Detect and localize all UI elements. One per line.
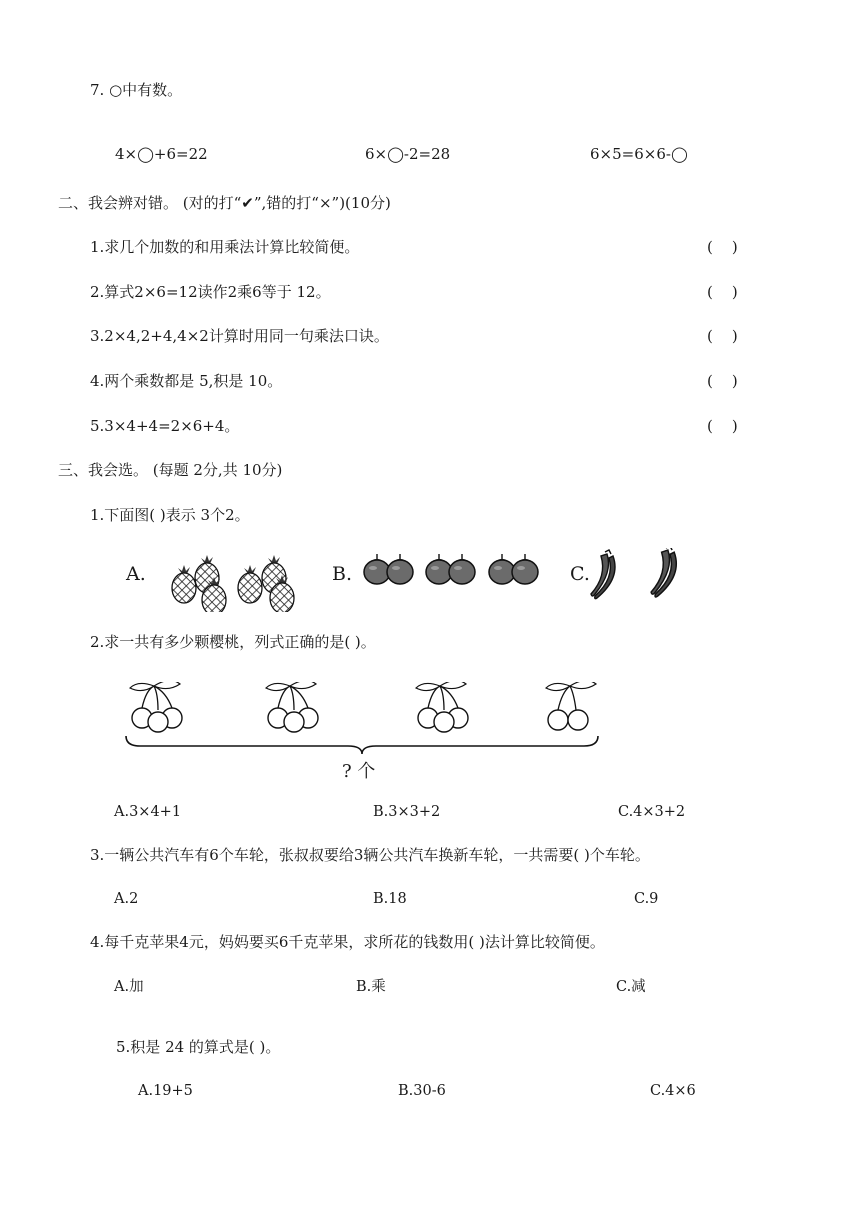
answer-paren-2[interactable]: ( ) — [707, 283, 738, 301]
q5-option-a[interactable]: A.19+5 — [138, 1083, 193, 1099]
q2-option-c[interactable]: C.4×3+2 — [618, 804, 686, 820]
answer-paren-4[interactable]: ( ) — [707, 372, 738, 390]
q2-option-a[interactable]: A.3×4+1 — [114, 804, 182, 820]
q5-option-c[interactable]: C.4×6 — [650, 1083, 696, 1099]
question-7-title: 7. ○中有数。 — [90, 81, 183, 99]
judge-item-5: 5.3×4+4=2×6+4。 — [90, 417, 240, 435]
q4-option-b[interactable]: B.乘 — [356, 979, 386, 995]
option-a-label: A. — [126, 563, 146, 585]
section-2-header: 二、我会辨对错。 (对的打“✔”,错的打“×”)(10分) — [58, 194, 391, 212]
answer-paren-3[interactable]: ( ) — [707, 327, 738, 345]
equation-1: 4×◯+6=22 — [115, 145, 208, 163]
pineapples-image — [160, 548, 310, 612]
brace-label: ? 个 — [342, 761, 376, 782]
option-b-label: B. — [332, 563, 353, 585]
section-3-header: 三、我会选。 (每题 2分,共 10分) — [58, 461, 283, 479]
bananas-image — [585, 548, 700, 600]
equation-3: 6×5=6×6-◯ — [590, 145, 688, 163]
q5-option-b[interactable]: B.30-6 — [398, 1083, 446, 1099]
q3-option-c[interactable]: C.9 — [634, 891, 659, 907]
answer-paren-1[interactable]: ( ) — [707, 238, 738, 256]
q3-option-b[interactable]: B.18 — [373, 891, 407, 907]
choice-question-3: 3.一辆公共汽车有6个车轮，张叔叔要给3辆公共汽车换新车轮，一共需要( )个车轮。 — [90, 846, 650, 864]
judge-item-4: 4.两个乘数都是 5,积是 10。 — [90, 372, 283, 390]
judge-item-3: 3.2×4,2+4,4×2计算时用同一句乘法口诀。 — [90, 327, 389, 345]
option-c-label: C. — [570, 563, 590, 585]
q4-option-a[interactable]: A.加 — [114, 979, 144, 995]
q2-option-b[interactable]: B.3×3+2 — [373, 804, 441, 820]
choice-question-4: 4.每千克苹果4元，妈妈要买6千克苹果，求所花的钱数用( )法计算比较简便。 — [90, 933, 605, 951]
choice-question-1: 1.下面图( )表示 3个2。 — [90, 506, 250, 524]
q4-option-c[interactable]: C.减 — [616, 979, 646, 995]
q3-option-a[interactable]: A.2 — [114, 891, 139, 907]
equation-2: 6×◯-2=28 — [365, 145, 451, 163]
tomatoes-image — [362, 550, 547, 590]
choice-question-5: 5.积是 24 的算式是( )。 — [116, 1038, 281, 1056]
judge-item-2: 2.算式2×6=12读作2乘6等于 12。 — [90, 283, 331, 301]
cherries-image — [120, 682, 605, 757]
choice-question-2: 2.求一共有多少颗樱桃，列式正确的是( )。 — [90, 633, 376, 651]
answer-paren-5[interactable]: ( ) — [707, 417, 738, 435]
judge-item-1: 1.求几个加数的和用乘法计算比较简便。 — [90, 238, 360, 256]
